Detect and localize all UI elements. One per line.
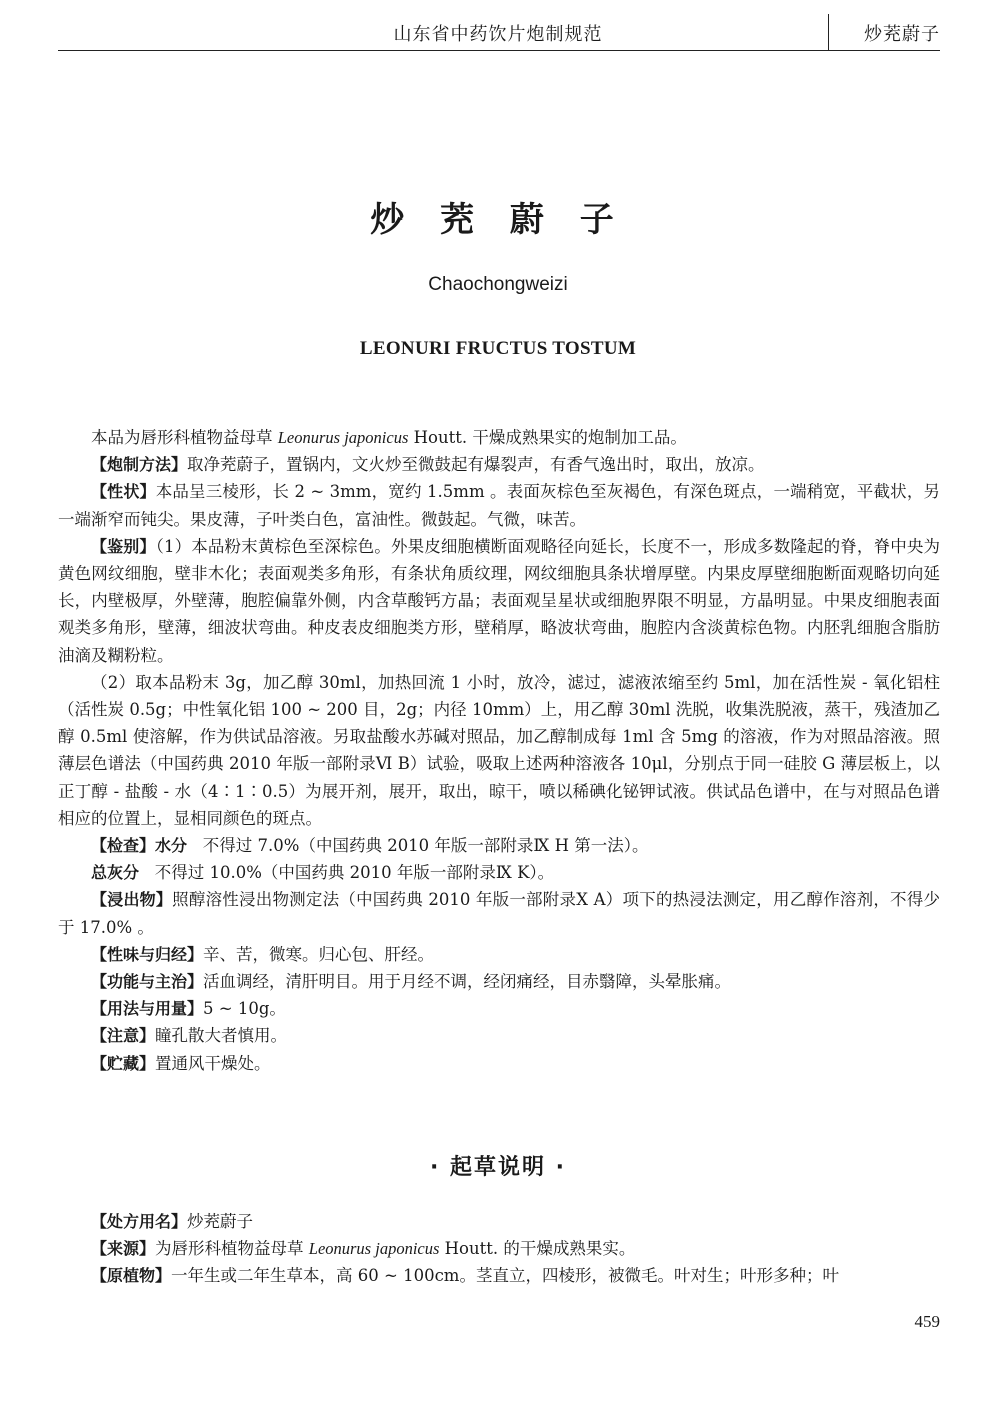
nature-paragraph: 【性味与归经】辛、苦，微寒。归心包、肝经。 <box>91 944 435 964</box>
inspection-label: 【检查】 <box>91 836 156 856</box>
drafting-notes-body <box>58 1208 940 1290</box>
inspection-ash-paragraph: 总灰分 不得过 10.0%（中国药典 2010 年版一部附录Ⅸ K）。 <box>91 863 555 883</box>
page-number: 459 <box>914 1312 940 1331</box>
header-section-title: 炒茺蔚子 <box>864 24 940 45</box>
storage-paragraph: 【贮藏】置通风干燥处。 <box>91 1053 271 1073</box>
caution-paragraph: 【注意】瞳孔散大者慎用。 <box>91 1026 288 1046</box>
nature-label: 【性味与归经】 <box>91 944 204 964</box>
function-label: 【功能与主治】 <box>91 972 204 992</box>
caution-label: 【注意】 <box>91 1026 156 1046</box>
identification-paragraph-1: 【鉴别】（1）本品粉末黄棕色至深棕色。外果皮细胞横断面观略径向延长，长度不一，形成多数隆起的脊，脊中央为黄色网纹细胞，壁非木化；表面观类多角形，有条状角质纹理，网纹细胞具条状增厚壁。内果皮厚壁细胞断面观略切向延长，内壁极厚，外壁薄，胞腔偏靠外侧，内含草酸钙方晶；表面观呈星状或细胞界限不明显，方晶明显。中果皮细胞表面观类多角形，壁薄，细波状弯曲。种皮表皮细胞类方形，壁稍厚，略波状弯曲，胞腔内含淡黄棕色物。内胚乳细胞含脂肪油滴及糊粉粒。 <box>58 536 940 665</box>
monograph-body <box>58 424 940 1077</box>
intro-paragraph: 本品为唇形科植物益母草 Leonurus japonicus Houtt. 干燥成熟果实的炮制加工品。 <box>91 428 687 447</box>
processing-label: 【炮制方法】 <box>91 455 188 475</box>
plant-label: 【原植物】 <box>91 1266 172 1286</box>
header-book-title: 山东省中药饮片炮制规范 <box>393 24 603 45</box>
dosage-paragraph: 【用法与用量】5 ~ 10g。 <box>91 999 286 1019</box>
monograph-title: 炒 茺 蔚 子 <box>370 200 626 240</box>
prescription-label: 【处方用名】 <box>91 1212 188 1231</box>
inspection-water-paragraph: 【检查】水分 不得过 7.0%（中国药典 2010 年版一部附录Ⅸ H 第一法）。 <box>91 836 649 856</box>
function-paragraph: 【功能与主治】活血调经，清肝明目。用于月经不调，经闭痛经，目赤翳障，头晕胀痛。 <box>91 972 732 992</box>
description-paragraph: 【性状】本品呈三棱形，长 2 ~ 3mm，宽约 1.5mm 。表面灰棕色至灰褐色，有深色斑点，一端稍宽，平截状，另一端渐窄而钝尖。果皮薄，子叶类白色，富油性。微鼓起。气微，味苦。 <box>58 482 940 529</box>
dosage-label: 【用法与用量】 <box>91 999 204 1019</box>
description-label: 【性状】 <box>91 482 156 502</box>
processing-paragraph: 【炮制方法】取净茺蔚子，置锅内，文火炒至微鼓起有爆裂声，有香气逸出时，取出，放凉。 <box>91 455 765 475</box>
monograph-pinyin: Chaochongweizi <box>428 274 568 295</box>
header-divider <box>828 14 829 50</box>
plant-paragraph: 【原植物】一年生或二年生草本，高 60 ~ 100cm。茎直立，四棱形，被微毛。叶对生；叶形多种；叶 <box>91 1266 839 1286</box>
prescription-paragraph: 【处方用名】炒茺蔚子 <box>91 1212 254 1231</box>
identification-paragraph-2: （2）取本品粉末 3g，加乙醇 30ml，加热回流 1 小时，放冷，滤过，滤液浓缩至约 5ml，加在活性炭 - 氧化铝柱（活性炭 0.5g；中性氧化铝 100 ~ 200 目，2g；内径 10mm）上，用乙醇 30ml 洗脱，收集洗脱液，蒸干，残渣加乙醇 0.5ml 使溶解，作为供试品溶液。另取盐酸水苏碱对照品，加乙醇制成每 1ml 含 5mg 的溶液，作为对照品溶液。照薄层色谱法（中国药典 2010 年版一部附录Ⅵ B）试验，吸取上述两种溶液各 10μl，分别点于同一硅胶 G 薄层板上，以正丁醇 - 盐酸 - 水（4∶1∶0.5）为展开剂，展开，取出，晾干，喷以稀碘化铋钾试液。供试品色谱中，在与对照品色谱相应的位置上，显相同颜色的斑点。 <box>58 672 940 828</box>
ash-label: 总灰分 <box>91 863 140 883</box>
drafting-notes-title: · 起草说明 · <box>429 1155 567 1180</box>
source-paragraph: 【来源】为唇形科植物益母草 Leonurus japonicus Houtt. 的干燥成熟果实。 <box>91 1239 636 1259</box>
extract-label: 【浸出物】 <box>91 890 173 910</box>
water-label: 水分 <box>155 836 188 856</box>
extract-paragraph: 【浸出物】照醇溶性浸出物测定法（中国药典 2010 年版一部附录Ⅹ A）项下的热浸法测定，用乙醇作溶剂，不得少于 17.0% 。 <box>58 890 940 937</box>
species-name: Leonurus japonicus <box>277 428 409 447</box>
identification-label: 【鉴别】 <box>91 536 156 556</box>
source-label: 【来源】 <box>91 1239 156 1259</box>
monograph-latin-name: LEONURI FRUCTUS TOSTUM <box>359 338 637 359</box>
running-header <box>58 14 940 51</box>
species-name: Leonurus japonicus <box>308 1239 440 1259</box>
storage-label: 【贮藏】 <box>91 1053 156 1073</box>
